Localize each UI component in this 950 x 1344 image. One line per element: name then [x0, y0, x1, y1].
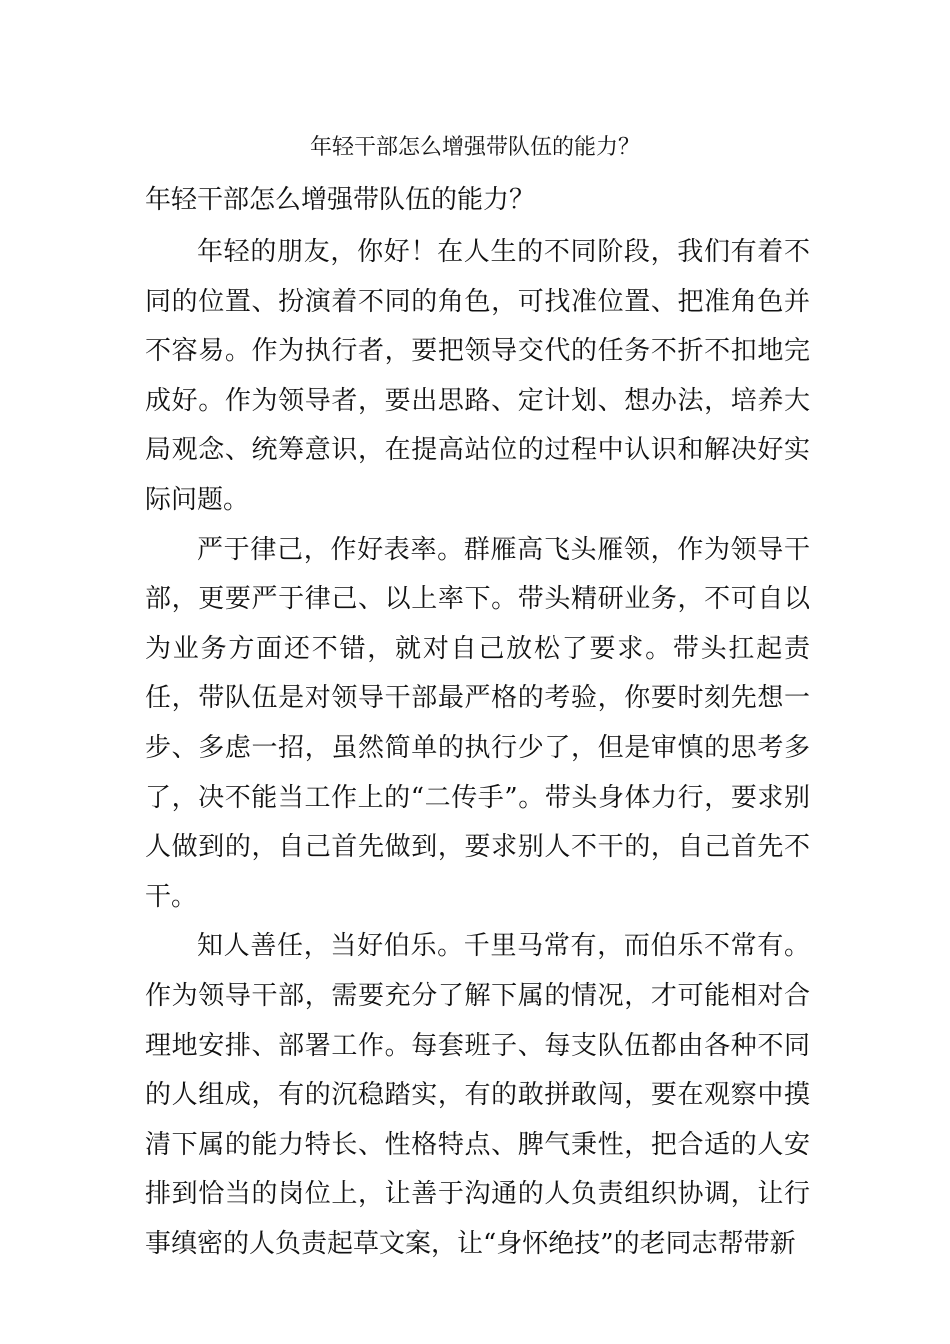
article-heading: 年轻干部怎么增强带队伍的能力？ — [145, 185, 536, 215]
paragraph-self-discipline: 严于律己，作好表率。群雁高飞头雁领，作为领导干部，更要严于律己、以上率下。带头精研业务，不可自以为业务方面还不错，就对自己放松了要求。带头扛起责任，带队伍是对领导干部最严格的考验，你要时刻先想一步、多虑一招，虽然简单的执行少了，但是审慎的思考多了，决不能当工作上的“二传手”。带头身体力行，要求别人做到的，自己首先做到，要求别人不干的，自己首先不干。 — [145, 534, 810, 912]
paragraph-intro: 年轻的朋友，你好！在人生的不同阶段，我们有着不同的位置、扮演着不同的角色，可找准位置、把准角色并不容易。作为执行者，要把领导交代的任务不折不扣地完成好。作为领导者，要出思路、定计划、想办法，培养大局观念、统筹意识，在提高站位的过程中认识和解决好实际问题。 — [145, 237, 810, 515]
page-title: 年轻干部怎么增强带队伍的能力？ — [309, 135, 640, 160]
paragraph-know-people: 知人善任，当好伯乐。千里马常有，而伯乐不常有。作为领导干部，需要充分了解下属的情况，才可能相对合理地安排、部署工作。每套班子、每支队伍都由各种不同的人组成，有的沉稳踏实，有的敢拼敢闯，要在观察中摸清下属的能力特长、性格特点、脾气秉性，把合适的人安排到恰当的岗位上，让善于沟通的人负责组织协调，让行事缜密的人负责起草文案，让“身怀绝技”的老同志帮带新 — [145, 931, 810, 1259]
article-body — [145, 228, 810, 1269]
